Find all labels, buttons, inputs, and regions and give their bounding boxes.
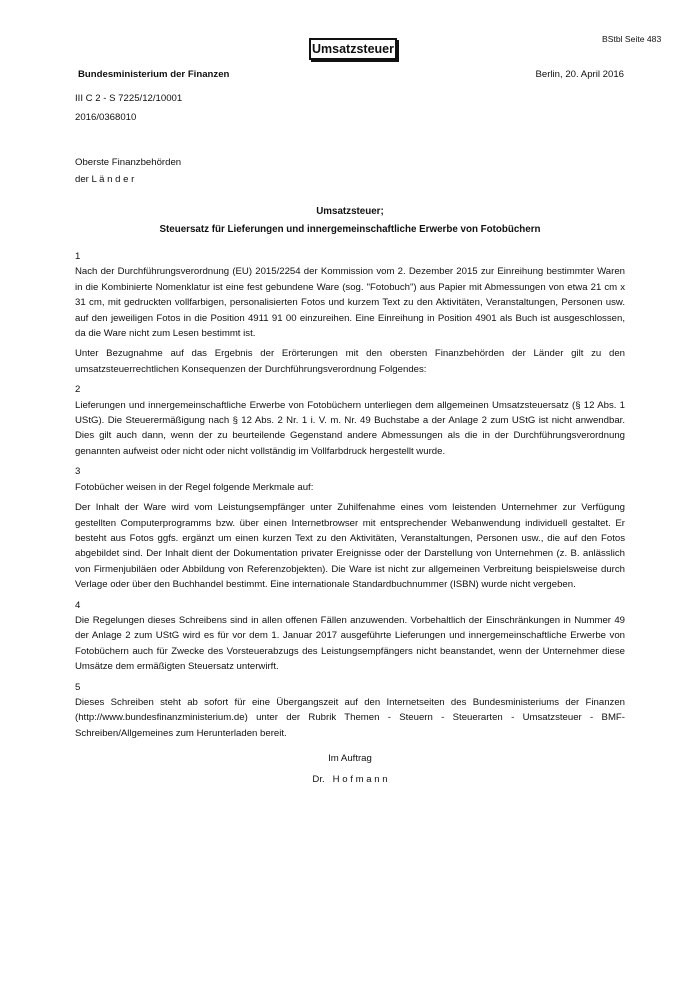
issuer-name: Bundesministerium der Finanzen (78, 69, 230, 80)
section-paragraph: Lieferungen und innergemeinschaftliche Erwerbe von Fotobüchern unterliegen dem allgemeinen Umsatzsteuersatz (§ 12 Abs. 1 UStG). Die Steuerermäßigung nach § 12 Abs. 2 Nr. 1 i. V. m. Nr. 49 Buchstabe a der Anlage 2 zum UStG ist nicht anwendbar. Dies gilt auch dann, wenn der zu beurteilende Gegenstand andere Abmessungen als die in der Durchführungsverordnung genannten aufweist oder nicht oder nicht vollständig im Vollfarbdruck hergestellt wurde. (75, 399, 625, 457)
category-label-box: Umsatzsteuer (309, 38, 397, 60)
recipient-line-1: Oberste Finanzbehörden (75, 157, 182, 168)
closing-line-1: Im Auftrag (328, 753, 372, 765)
subject (75, 203, 625, 239)
section-number: 5 (75, 681, 81, 693)
reference-number: III C 2 - S 7225/12/10001 (75, 93, 183, 104)
document-number: 2016/0368010 (75, 112, 137, 123)
section-paragraph: Nach der Durchführungsverordnung (EU) 2015/2254 der Kommission vom 2. Dezember 2015 zur Einreihung bestimmter Waren in die Kombinierte Nomenklatur ist eine fest gebundene Ware (sog. "Fotobuch") aus Papier mit Abmessungen von etwa 21 cm x 31 cm, mit gedruckten vollfarbigen, personalisierten Fotos und kurzem Text zu den Aktivitäten, Veranstaltungen, Personen usw. auf den jeweiligen Fotos in die Position 4911 91 00 einzureihen. Eine Einreihung in Position 4901 als Buch ist ausgeschlossen, da die Ware nicht zum Lesen bestimmt ist. (75, 266, 625, 340)
document-body (75, 249, 625, 787)
section-number: 2 (75, 384, 81, 396)
section-paragraph: Die Regelungen dieses Schreibens sind in allen offenen Fällen anzuwenden. Vorbehaltlich der Einschränkungen in Nummer 49 der Anlage 2 zum UStG wird es für vor dem 1. Januar 2017 ausgeführte Lieferungen und innergemeinschaftliche Erwerbe von Fotobüchern auch für Zwecke des Vorsteuerabzugs des Leistungsempfängers nicht beanstandet, wenn der Unternehmer diese Umsätze dem ermäßigten Steuersatz unterwirft. (75, 614, 625, 673)
section-paragraph: Fotobücher weisen in der Regel folgende Merkmale auf: (75, 481, 314, 493)
section-paragraph: Unter Bezugnahme auf das Ergebnis der Erörterungen mit den obersten Finanzbehörden der Länder gilt zu den umsatzsteuerrechtlichen Konsequenzen der Durchführungsverordnung Folgendes: (75, 348, 625, 375)
subject-line-2: Steuersatz für Lieferungen und innergemeinschaftliche Erwerbe von Fotobüchern (159, 224, 541, 235)
signature-name: Dr. H o f m a n n (312, 773, 388, 785)
section-number: 3 (75, 466, 81, 478)
section-number: 1 (75, 251, 81, 262)
page-reference: BStbl Seite 483 (602, 34, 662, 44)
section-paragraph: Der Inhalt der Ware wird vom Leistungsempfänger unter Zuhilfenahme eines vom leistenden Unternehmer zur Verfügung gestellten Computerprogramms bzw. über einen Internetbrowser mit entsprechender Webanwendung individuell gestaltet. Er besteht aus Fotos ggfs. ergänzt um einen kurzen Text zu den Aktivitäten, Veranstaltungen, Personen usw., die auf den Fotos abgebildet sind. Der Inhalt dient der Dokumentation privater Ereignisse oder der Darstellung von Unternehmen (z. B. anlässlich von Firmenjubiläen oder Abbildung von Referenzobjekten). Die Ware ist nicht zur allgemeinen Verbreitung beispielsweise durch Verlage oder über den Buchhandel bestimmt. Eine internationale Standardbuchnummer (ISBN) wurde nicht vergeben. (75, 502, 625, 591)
section-number: 4 (75, 599, 81, 611)
recipient-line-2: der L ä n d e r (75, 174, 135, 185)
section-paragraph: Dieses Schreiben steht ab sofort für eine Übergangszeit auf den Internetseiten des Bundesministeriums der Finanzen (http://www.bundesfinanzministerium.de) unter der Rubrik Themen - Steuern - Steuerarten - Umsatzsteuer - BMF-Schreiben/Allgemeines zum Herunterladen bereit. (75, 696, 625, 739)
place-date: Berlin, 20. April 2016 (535, 69, 624, 80)
subject-line-1: Umsatzsteuer; (316, 206, 384, 217)
